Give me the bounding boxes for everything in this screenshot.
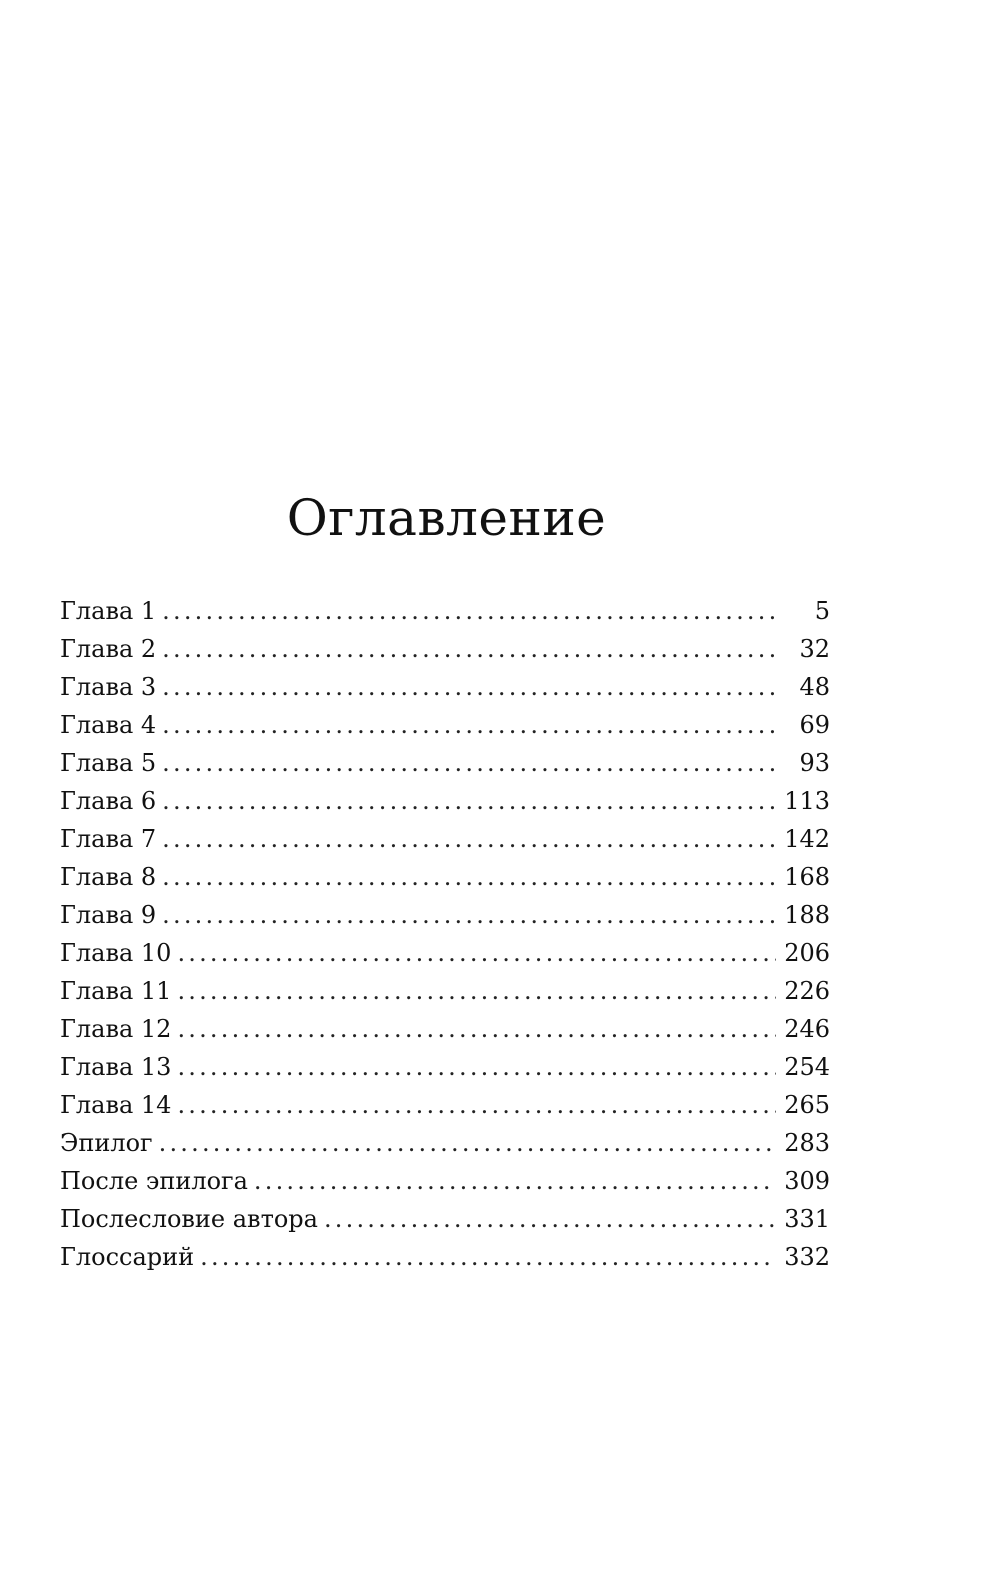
toc-entry (60, 630, 830, 668)
toc-entry (60, 706, 830, 744)
toc-entry-label: Глава 6 (60, 787, 157, 815)
toc-entry-label: Глава 14 (60, 1091, 172, 1119)
toc-entry-page: 69 (799, 711, 830, 739)
table-of-contents (60, 592, 830, 1276)
toc-entry-page: 226 (784, 977, 830, 1005)
toc-entry-page: 168 (784, 863, 830, 891)
toc-entry (60, 858, 830, 896)
dot-leader (162, 858, 776, 896)
toc-entry (60, 972, 830, 1010)
toc-entry-label: Глоссарий (60, 1243, 195, 1271)
dot-leader (159, 1124, 776, 1162)
toc-entry-page: 265 (784, 1091, 830, 1119)
dot-leader (162, 592, 776, 630)
dot-leader (162, 668, 776, 706)
toc-entry-page: 32 (799, 635, 830, 663)
toc-entry-label: Глава 12 (60, 1015, 172, 1043)
dot-leader (324, 1200, 776, 1238)
toc-entry (60, 1200, 830, 1238)
toc-entry-page: 93 (799, 749, 830, 777)
toc-entry (60, 934, 830, 972)
dot-leader (177, 972, 776, 1010)
toc-entry (60, 1124, 830, 1162)
toc-entry-page: 142 (784, 825, 830, 853)
dot-leader (254, 1162, 776, 1200)
toc-entry (60, 1086, 830, 1124)
toc-entry-page: 5 (814, 597, 830, 625)
toc-entry (60, 1238, 830, 1276)
toc-entry-page: 206 (784, 939, 830, 967)
toc-entry-page: 254 (784, 1053, 830, 1081)
toc-entry-label: Глава 13 (60, 1053, 172, 1081)
toc-entry-page: 331 (784, 1205, 830, 1233)
toc-entry-label: После эпилога (60, 1167, 248, 1195)
toc-entry (60, 782, 830, 820)
toc-entry-label: Глава 1 (60, 597, 157, 625)
toc-entry (60, 1048, 830, 1086)
toc-entry-page: 332 (784, 1243, 830, 1271)
dot-leader (162, 744, 776, 782)
dot-leader (162, 706, 776, 744)
toc-entry-label: Глава 10 (60, 939, 172, 967)
toc-entry-label: Глава 9 (60, 901, 157, 929)
dot-leader (162, 782, 776, 820)
toc-entry-label: Глава 3 (60, 673, 157, 701)
toc-entry-label: Глава 8 (60, 863, 157, 891)
dot-leader (177, 934, 776, 972)
dot-leader (177, 1048, 776, 1086)
toc-entry-label: Глава 7 (60, 825, 157, 853)
toc-entry (60, 1010, 830, 1048)
toc-entry-page: 283 (784, 1129, 830, 1157)
toc-entry (60, 744, 830, 782)
toc-entry-label: Послесловие автора (60, 1205, 318, 1233)
toc-entry-page: 309 (784, 1167, 830, 1195)
toc-entry-page: 246 (784, 1015, 830, 1043)
toc-entry-label: Глава 5 (60, 749, 157, 777)
toc-entry-page: 113 (784, 787, 830, 815)
toc-entry (60, 896, 830, 934)
toc-entry-label: Эпилог (60, 1129, 153, 1157)
toc-entry (60, 820, 830, 858)
dot-leader (177, 1086, 776, 1124)
toc-entry (60, 1162, 830, 1200)
toc-entry-page: 188 (784, 901, 830, 929)
toc-entry (60, 668, 830, 706)
page-title: Оглавление (286, 489, 607, 547)
toc-entry-label: Глава 2 (60, 635, 157, 663)
toc-entry-label: Глава 11 (60, 977, 172, 1005)
toc-entry-page: 48 (799, 673, 830, 701)
dot-leader (200, 1238, 776, 1276)
dot-leader (177, 1010, 776, 1048)
dot-leader (162, 896, 776, 934)
dot-leader (162, 630, 776, 668)
dot-leader (162, 820, 776, 858)
toc-entry (60, 592, 830, 630)
toc-entry-label: Глава 4 (60, 711, 157, 739)
